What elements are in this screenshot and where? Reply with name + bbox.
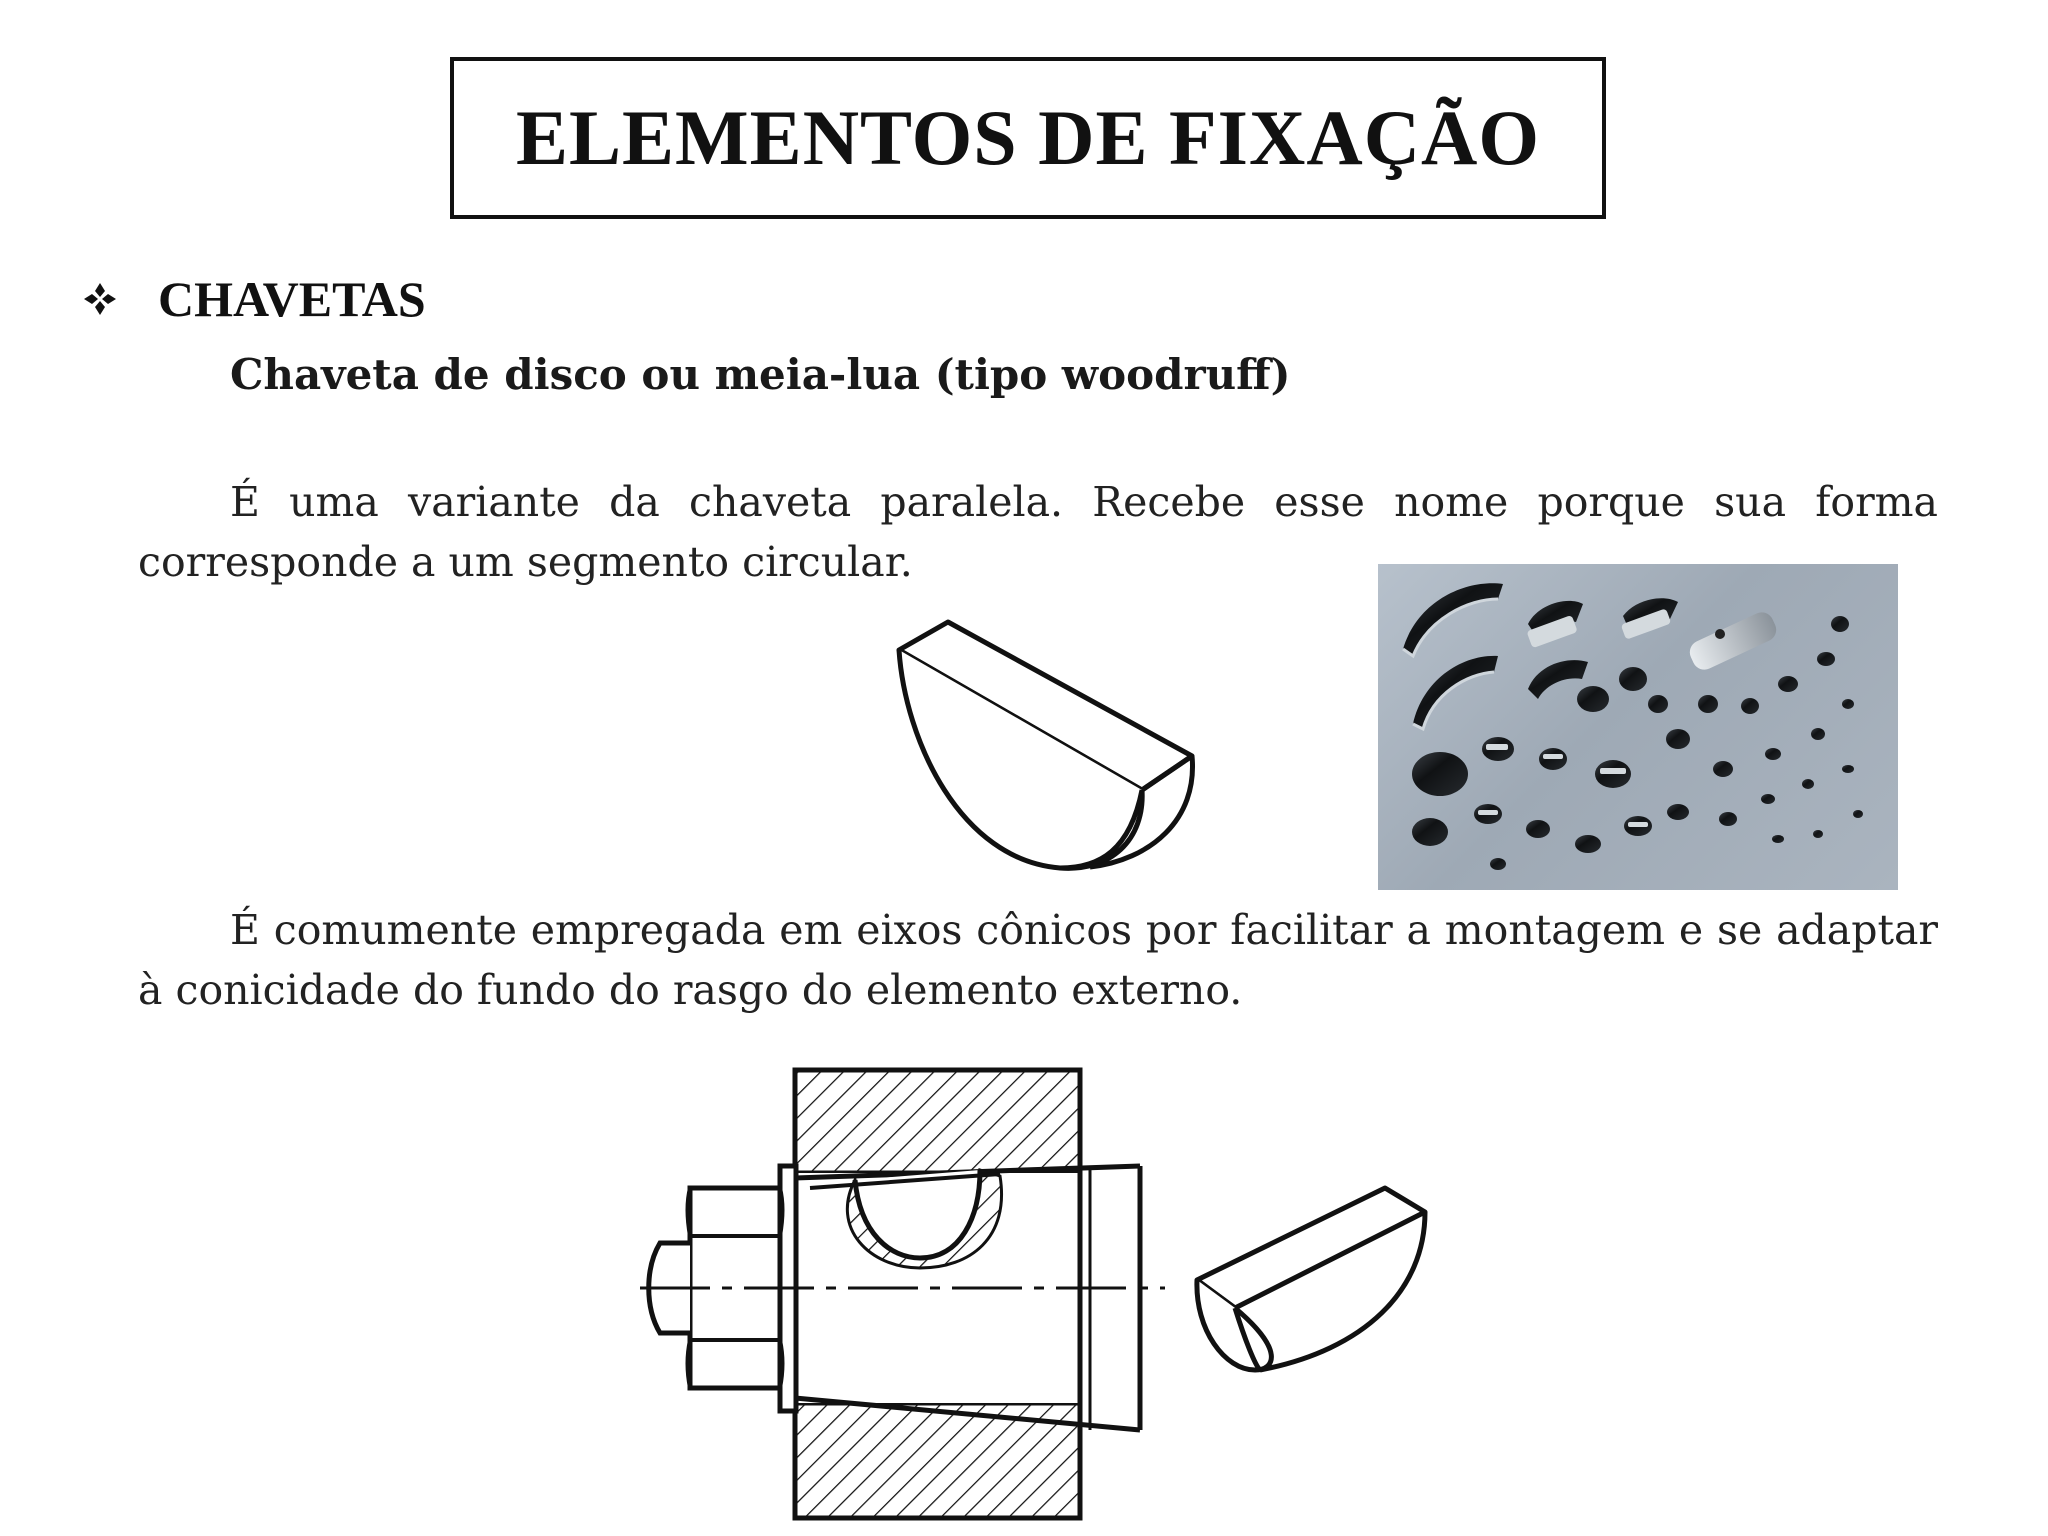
paragraph-2: É comumente empregada em eixos cônicos por facilitar a montagem e se adaptar à conicidade do fundo do rasgo do elemento externo. <box>138 906 1938 1014</box>
tapered-shaft-assembly-drawing <box>630 1058 1170 1528</box>
diamond-bullet-icon <box>82 281 118 317</box>
section-label: CHAVETAS <box>158 271 426 327</box>
paragraph-1: É uma variante da chaveta paralela. Recebe esse nome porque sua forma corresponde a um segmento circular. <box>138 478 1938 586</box>
woodruff-key-small-drawing <box>1185 1180 1445 1380</box>
subtitle: Chaveta de disco ou meia-lua (tipo woodruff) <box>230 350 1291 399</box>
keys-photo-art <box>1378 564 1898 890</box>
page-title: ELEMENTOS DE FIXAÇÃO <box>515 94 1541 181</box>
woodruff-keys-photo <box>1378 564 1898 890</box>
section-heading <box>82 270 426 328</box>
title-box <box>450 57 1606 219</box>
woodruff-key-drawing <box>880 610 1210 890</box>
